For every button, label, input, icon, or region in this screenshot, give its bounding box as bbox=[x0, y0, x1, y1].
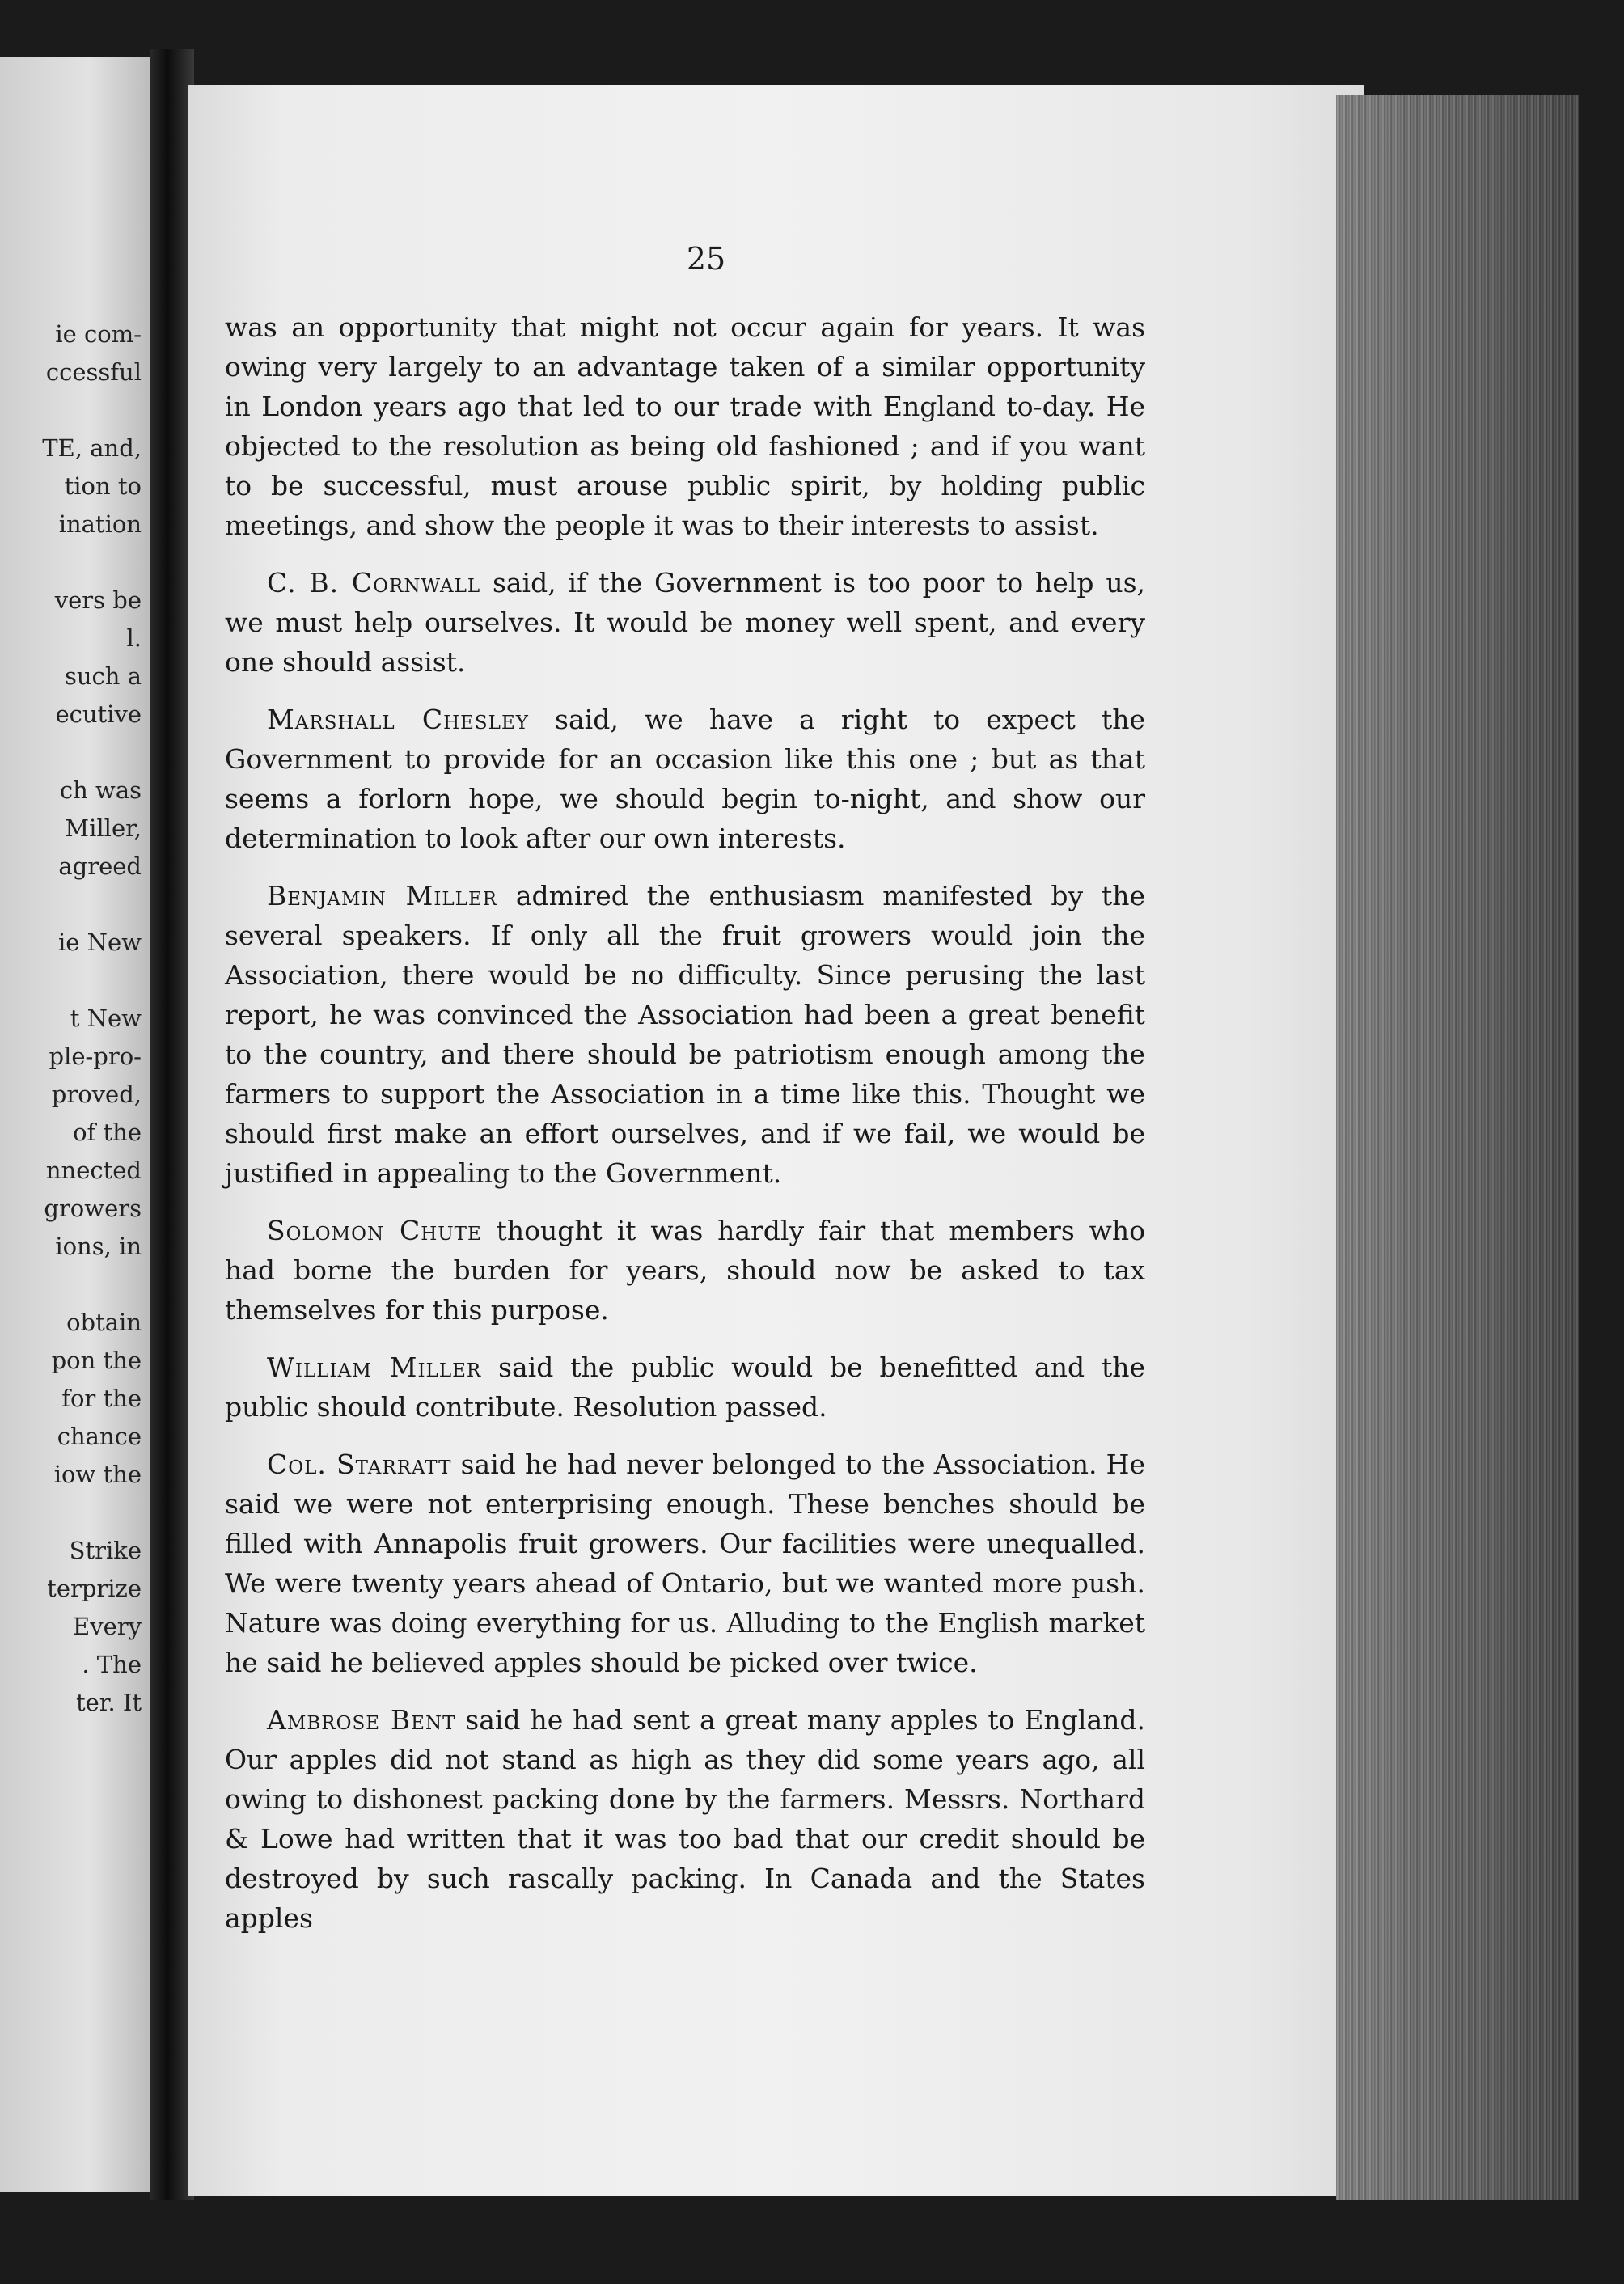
left-fragment-line: Every bbox=[73, 1613, 142, 1640]
left-fragment-line bbox=[0, 734, 142, 772]
speaker-name: Ambrose Bent bbox=[267, 1704, 456, 1736]
left-fragment-line: ination bbox=[58, 510, 142, 538]
left-fragment-line: ter. It bbox=[75, 1689, 142, 1716]
paragraph bbox=[225, 563, 1145, 682]
left-fragment-line bbox=[0, 1494, 142, 1532]
page-number: 25 bbox=[686, 241, 726, 277]
left-fragment-line: of the bbox=[73, 1119, 142, 1146]
speaker-name: Benjamin Miller bbox=[267, 880, 498, 911]
left-fragment-line: such a bbox=[65, 662, 142, 690]
left-fragment-line bbox=[0, 544, 142, 582]
left-fragment-line: ie com- bbox=[55, 320, 142, 348]
left-fragment-line: t New bbox=[70, 1005, 142, 1032]
left-fragment-line: chance bbox=[57, 1423, 142, 1450]
paragraph bbox=[225, 700, 1145, 858]
left-fragment-line: ch was bbox=[59, 776, 142, 804]
left-fragment-line bbox=[0, 886, 142, 924]
speaker-name: Solomon Chute bbox=[267, 1215, 482, 1246]
left-fragment-line: ccessful bbox=[45, 358, 142, 386]
paragraph bbox=[225, 1700, 1145, 1938]
left-fragment-line bbox=[0, 391, 142, 429]
paragraph-text: was an opportunity that might not occur again for years. It was owing very largely to an advantage taken of a similar opportunity in London years ago that led to our trade with England to-day. He objected to the resolution as being old fashioned ; and if you want to be successful, must arouse public spirit, by holding public meetings, and show the people it was to their interests to assist. bbox=[225, 311, 1145, 541]
speaker-name: Marshall Chesley bbox=[267, 704, 529, 735]
left-fragment-line: ions, in bbox=[55, 1233, 142, 1260]
left-fragment-line: ecutive bbox=[55, 700, 142, 728]
page-edges bbox=[1336, 95, 1579, 2200]
left-fragment-line: pon the bbox=[51, 1347, 142, 1374]
left-fragment-line: ple-pro- bbox=[49, 1043, 142, 1070]
paragraph-text: said, if the Government is too poor to help us, we must help ourselves. It would be money well spent, and every one should assist. bbox=[225, 567, 1145, 678]
body-text bbox=[225, 307, 1145, 1956]
left-fragment-line: iow the bbox=[53, 1461, 142, 1488]
paragraph bbox=[225, 1211, 1145, 1330]
paragraph-text: admired the enthusiasm manifested by the several speakers. If only all the fruit growers would join the Association, there would be no difficulty. Since perusing the last report, he was convinced the Association had been a great benefit to the country, and there should be patriotism enough among the farmers to support the Association in a time like this. Thought we should first make an effort ourselves, and if we fail, we would be justified in appealing to the Government. bbox=[225, 880, 1145, 1189]
speaker-name: Col. Starratt bbox=[267, 1449, 452, 1480]
speaker-name: C. B. Cornwall bbox=[267, 567, 481, 598]
left-fragment-line: tion to bbox=[64, 472, 142, 500]
paragraph-text: said, we have a right to expect the Government to provide for an occasion like this one ; but as that seems a forlorn hope, we should begin to-night, and show our determination to look after our own interests. bbox=[225, 704, 1145, 854]
left-fragment-line: TE, and, bbox=[42, 434, 142, 462]
left-fragment-line bbox=[0, 962, 142, 1000]
left-fragment-line: terprize bbox=[47, 1575, 142, 1602]
left-fragment-line: for the bbox=[61, 1385, 142, 1412]
speaker-name: William Miller bbox=[267, 1351, 482, 1383]
left-page-text-fragments bbox=[0, 315, 142, 1722]
paragraph-text: said the public would be benefitted and the public should contribute. Resolution passed. bbox=[225, 1351, 1145, 1423]
left-fragment-line: vers be bbox=[54, 586, 142, 614]
left-fragment-line: growers bbox=[44, 1195, 142, 1222]
left-fragment-line bbox=[0, 1266, 142, 1304]
paragraph bbox=[225, 307, 1145, 545]
left-fragment-line: l. bbox=[126, 624, 142, 652]
left-fragment-line: ie New bbox=[57, 928, 142, 956]
paragraph-text: said he had never belonged to the Association. He said we were not enterprising enough. These benches should be filled with Annapolis fruit growers. Our facilities were unequalled. We were twenty years ahead of Ontario, but we wanted more push. Nature was doing everything for us. Alluding to the English market he said he believed apples should be picked over twice. bbox=[225, 1449, 1145, 1678]
paragraph bbox=[225, 1347, 1145, 1427]
paragraph-text: thought it was hardly fair that members who had borne the burden for years, should now be asked to tax themselves for this purpose. bbox=[225, 1215, 1146, 1326]
paragraph bbox=[225, 1444, 1145, 1682]
left-fragment-line: Strike bbox=[69, 1537, 142, 1564]
left-fragment-line: Miller, bbox=[65, 814, 142, 842]
left-fragment-line: agreed bbox=[58, 852, 142, 880]
paragraph bbox=[225, 876, 1145, 1193]
left-fragment-line: obtain bbox=[66, 1309, 142, 1336]
left-fragment-line: nnected bbox=[45, 1157, 142, 1184]
paragraph-text: said he had sent a great many apples to England. Our apples did not stand as high as they did some years ago, all owing to dishonest packing done by the farmers. Messrs. Northard & Lowe had written that it was too bad that our credit should be destroyed by such rascally packing. In Canada and the States apples bbox=[225, 1704, 1145, 1934]
left-facing-page bbox=[0, 57, 150, 2192]
left-fragment-line: . The bbox=[82, 1651, 142, 1678]
left-fragment-line: proved, bbox=[51, 1081, 142, 1108]
